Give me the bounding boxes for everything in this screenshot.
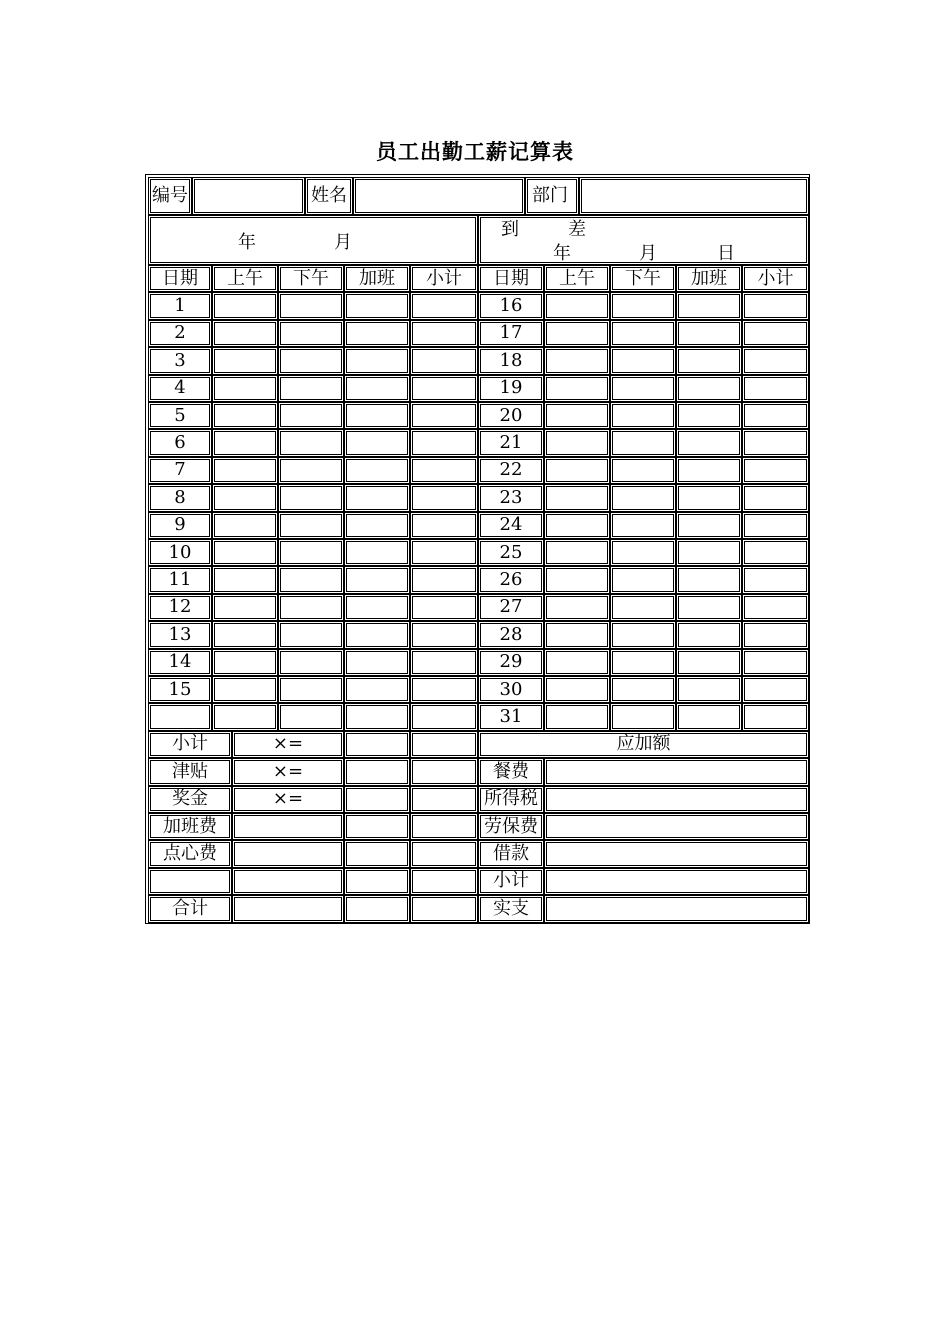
diff-char: 差 [568,219,586,240]
day-number-cell: 15 [148,676,212,703]
afternoon-field[interactable] [278,512,344,539]
name-field[interactable] [353,177,525,215]
day-number-cell: 9 [148,512,212,539]
morning-field[interactable] [544,320,610,347]
summary-amount-field[interactable] [344,786,410,813]
day-number-cell: 4 [148,375,212,402]
summary-amount-field[interactable] [344,895,410,922]
morning-field[interactable] [212,539,278,566]
subtotal-field[interactable] [742,512,809,539]
day-number-cell: 27 [478,594,544,621]
summary-total-field[interactable] [410,786,478,813]
morning-field[interactable] [544,402,610,429]
day-number-cell: 13 [148,621,212,648]
overtime-field[interactable] [344,429,410,456]
subtotal-field[interactable] [410,566,478,593]
day-number-cell: 5 [148,402,212,429]
day-number-cell: 12 [148,594,212,621]
summary-rate-field[interactable] [232,813,344,840]
summary-rate-field[interactable]: ×= [232,731,344,758]
morning-field[interactable] [544,375,610,402]
day-number-cell: 20 [478,402,544,429]
day-number-cell: 30 [478,676,544,703]
diff-year-char: 年 [553,243,571,264]
overtime-field[interactable] [676,649,742,676]
overtime-field[interactable] [676,347,742,374]
morning-field[interactable] [212,703,278,730]
morning-field[interactable] [212,649,278,676]
overtime-field[interactable] [344,375,410,402]
afternoon-field[interactable] [610,621,676,648]
afternoon-field[interactable] [610,320,676,347]
overtime-field[interactable] [676,539,742,566]
subtotal-field[interactable] [410,375,478,402]
summary-rate-field[interactable] [232,840,344,867]
morning-field[interactable] [212,594,278,621]
afternoon-field[interactable] [610,566,676,593]
morning-field[interactable] [544,703,610,730]
afternoon-field[interactable] [610,457,676,484]
deduction-label: 实支 [478,895,544,922]
subtotal-field[interactable] [742,292,809,319]
overtime-field[interactable] [676,566,742,593]
afternoon-field[interactable] [610,649,676,676]
morning-field[interactable] [212,375,278,402]
afternoon-field[interactable] [610,402,676,429]
day-number-cell: 11 [148,566,212,593]
day-number-cell: 8 [148,484,212,511]
deduction-label: 借款 [478,840,544,867]
summary-amount-field[interactable] [344,840,410,867]
morning-field[interactable] [544,621,610,648]
day-number-cell: 18 [478,347,544,374]
overtime-field[interactable] [344,457,410,484]
overtime-field[interactable] [676,402,742,429]
overtime-field[interactable] [344,484,410,511]
subtotal-field[interactable] [410,320,478,347]
diff-day-char: 日 [717,243,735,264]
summary-total-field[interactable] [410,868,478,895]
subtotal-field[interactable] [742,621,809,648]
overtime-field[interactable] [676,457,742,484]
subtotal-field[interactable] [742,649,809,676]
subtotal-field[interactable] [742,320,809,347]
afternoon-field[interactable] [610,703,676,730]
deduction-amount-field[interactable] [544,868,809,895]
column-header: 小计 [410,265,478,292]
afternoon-field[interactable] [278,676,344,703]
morning-field[interactable] [544,594,610,621]
subtotal-field[interactable] [410,512,478,539]
subtotal-field[interactable] [410,621,478,648]
morning-field[interactable] [544,539,610,566]
add-amount-header: 应加额 [478,731,809,758]
overtime-field[interactable] [344,594,410,621]
morning-field[interactable] [544,512,610,539]
attendance-table [145,174,810,924]
day-number-cell: 31 [478,703,544,730]
subtotal-field[interactable] [410,594,478,621]
subtotal-field[interactable] [410,484,478,511]
morning-field[interactable] [212,676,278,703]
subtotal-field[interactable] [742,429,809,456]
summary-rate-field[interactable] [232,868,344,895]
afternoon-field[interactable] [278,621,344,648]
summary-rate-field[interactable]: ×= [232,786,344,813]
id-label: 编号 [148,177,192,215]
day-number-cell: 16 [478,292,544,319]
morning-field[interactable] [544,676,610,703]
afternoon-field[interactable] [610,429,676,456]
dept-label: 部门 [525,177,579,215]
morning-field[interactable] [212,402,278,429]
page-title: 员工出勤工薪记算表 [376,139,574,164]
day-number-cell: 25 [478,539,544,566]
summary-rate-field[interactable]: ×= [232,758,344,785]
day-number-cell: 3 [148,347,212,374]
overtime-field[interactable] [344,347,410,374]
morning-field[interactable] [212,429,278,456]
afternoon-field[interactable] [278,703,344,730]
summary-total-field[interactable] [410,895,478,922]
morning-field[interactable] [544,457,610,484]
overtime-field[interactable] [676,512,742,539]
column-header: 日期 [478,265,544,292]
overtime-field[interactable] [344,566,410,593]
afternoon-field[interactable] [610,512,676,539]
overtime-field[interactable] [344,703,410,730]
summary-amount-field[interactable] [344,813,410,840]
summary-label: 奖金 [148,786,232,813]
subtotal-field[interactable] [410,457,478,484]
day-number-cell: 26 [478,566,544,593]
deduction-amount-field[interactable] [544,758,809,785]
overtime-field[interactable] [344,402,410,429]
overtime-field[interactable] [344,292,410,319]
column-header: 上午 [212,265,278,292]
summary-label: 小计 [148,731,232,758]
day-number-cell: 28 [478,621,544,648]
subtotal-field[interactable] [410,429,478,456]
column-header: 上午 [544,265,610,292]
column-header: 小计 [742,265,809,292]
subtotal-field[interactable] [742,566,809,593]
overtime-field[interactable] [344,621,410,648]
afternoon-field[interactable] [610,484,676,511]
year-month-cell[interactable] [148,215,478,265]
summary-amount-field[interactable] [344,731,410,758]
overtime-field[interactable] [676,375,742,402]
day-number-cell [148,703,212,730]
name-label: 姓名 [305,177,353,215]
year-char: 年 [238,232,256,253]
day-number-cell: 6 [148,429,212,456]
day-number-cell: 22 [478,457,544,484]
column-header: 加班 [676,265,742,292]
column-header: 下午 [278,265,344,292]
overtime-field[interactable] [676,703,742,730]
overtime-field[interactable] [344,512,410,539]
afternoon-field[interactable] [278,649,344,676]
day-number-cell: 7 [148,457,212,484]
month-char: 月 [334,232,352,253]
deduction-label: 小计 [478,868,544,895]
morning-field[interactable] [212,347,278,374]
day-number-cell: 17 [478,320,544,347]
morning-field[interactable] [544,347,610,374]
subtotal-field[interactable] [742,375,809,402]
overtime-field[interactable] [676,292,742,319]
morning-field[interactable] [212,484,278,511]
summary-rate-field[interactable] [232,895,344,922]
subtotal-field[interactable] [742,347,809,374]
subtotal-field[interactable] [410,539,478,566]
dept-field[interactable] [579,177,809,215]
morning-field[interactable] [544,292,610,319]
summary-total-field[interactable] [410,731,478,758]
day-number-cell: 14 [148,649,212,676]
summary-label: 合计 [148,895,232,922]
day-number-cell: 29 [478,649,544,676]
summary-total-field[interactable] [410,840,478,867]
subtotal-field[interactable] [410,347,478,374]
overtime-field[interactable] [676,594,742,621]
afternoon-field[interactable] [278,457,344,484]
summary-label: 点心费 [148,840,232,867]
subtotal-field[interactable] [742,484,809,511]
deduction-label: 劳保费 [478,813,544,840]
day-number-cell: 10 [148,539,212,566]
summary-label: 加班费 [148,813,232,840]
afternoon-field[interactable] [610,594,676,621]
afternoon-field[interactable] [610,375,676,402]
overtime-field[interactable] [676,621,742,648]
summary-label: 津贴 [148,758,232,785]
column-header: 下午 [610,265,676,292]
overtime-field[interactable] [676,484,742,511]
summary-label [148,868,232,895]
subtotal-field[interactable] [742,402,809,429]
deduction-amount-field[interactable] [544,813,809,840]
morning-field[interactable] [544,484,610,511]
morning-field[interactable] [544,429,610,456]
afternoon-field[interactable] [278,594,344,621]
subtotal-field[interactable] [742,539,809,566]
day-number-cell: 24 [478,512,544,539]
summary-total-field[interactable] [410,758,478,785]
afternoon-field[interactable] [278,429,344,456]
deduction-label: 餐费 [478,758,544,785]
overtime-field[interactable] [676,429,742,456]
afternoon-field[interactable] [610,347,676,374]
afternoon-field[interactable] [278,484,344,511]
morning-field[interactable] [212,457,278,484]
column-header: 日期 [148,265,212,292]
overtime-field[interactable] [344,320,410,347]
subtotal-field[interactable] [410,292,478,319]
morning-field[interactable] [544,649,610,676]
overtime-field[interactable] [344,676,410,703]
subtotal-field[interactable] [742,457,809,484]
afternoon-field[interactable] [278,402,344,429]
afternoon-field[interactable] [278,539,344,566]
overtime-field[interactable] [344,539,410,566]
deduction-amount-field[interactable] [544,895,809,922]
day-number-cell: 19 [478,375,544,402]
day-number-cell: 1 [148,292,212,319]
deduction-amount-field[interactable] [544,840,809,867]
afternoon-field[interactable] [610,539,676,566]
afternoon-field[interactable] [278,375,344,402]
subtotal-field[interactable] [742,703,809,730]
deduction-label: 所得税 [478,786,544,813]
afternoon-field[interactable] [610,676,676,703]
summary-total-field[interactable] [410,813,478,840]
column-header: 加班 [344,265,410,292]
arrive-diff-cell[interactable] [478,215,809,265]
day-number-cell: 21 [478,429,544,456]
overtime-field[interactable] [676,676,742,703]
overtime-field[interactable] [676,320,742,347]
subtotal-field[interactable] [410,649,478,676]
subtotal-field[interactable] [410,676,478,703]
morning-field[interactable] [212,621,278,648]
afternoon-field[interactable] [278,320,344,347]
diff-month-char: 月 [639,243,657,264]
summary-amount-field[interactable] [344,758,410,785]
subtotal-field[interactable] [742,594,809,621]
afternoon-field[interactable] [610,292,676,319]
id-field[interactable] [192,177,305,215]
subtotal-field[interactable] [410,402,478,429]
morning-field[interactable] [544,566,610,593]
summary-amount-field[interactable] [344,868,410,895]
day-number-cell: 2 [148,320,212,347]
subtotal-field[interactable] [410,703,478,730]
morning-field[interactable] [212,566,278,593]
afternoon-field[interactable] [278,347,344,374]
day-number-cell: 23 [478,484,544,511]
overtime-field[interactable] [344,649,410,676]
morning-field[interactable] [212,292,278,319]
morning-field[interactable] [212,512,278,539]
deduction-amount-field[interactable] [544,786,809,813]
subtotal-field[interactable] [742,676,809,703]
afternoon-field[interactable] [278,566,344,593]
morning-field[interactable] [212,320,278,347]
afternoon-field[interactable] [278,292,344,319]
arrive-char: 到 [501,219,519,240]
